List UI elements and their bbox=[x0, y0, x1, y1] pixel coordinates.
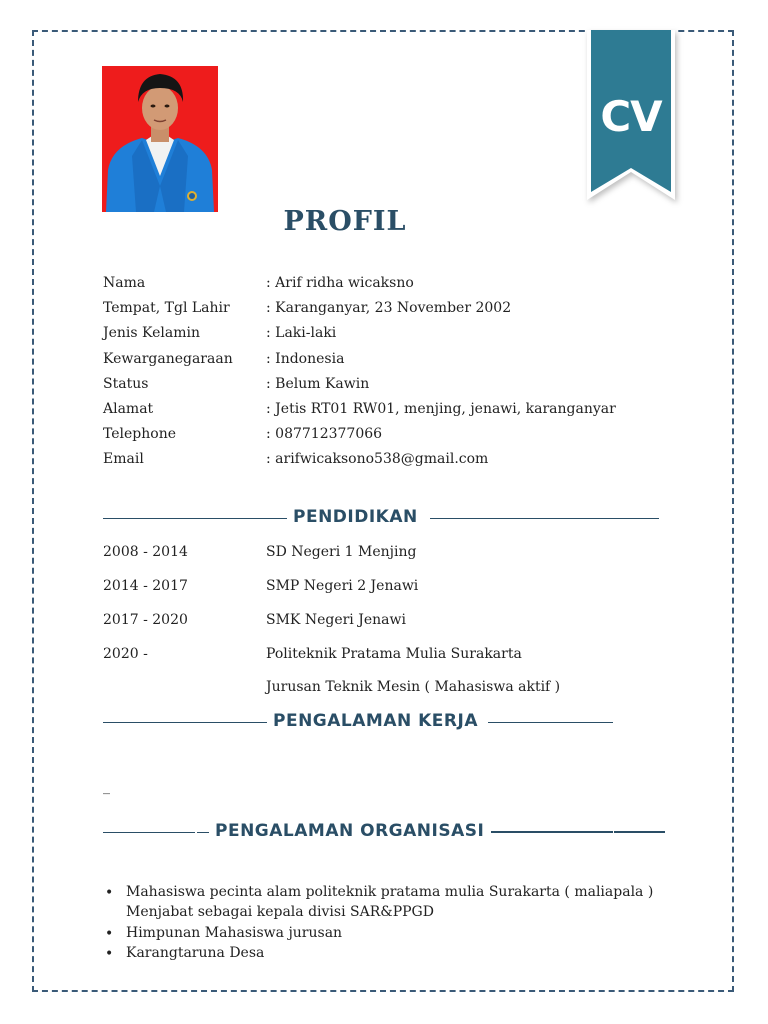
profile-title: PROFIL bbox=[283, 206, 407, 237]
education-school: Politeknik Pratama Mulia Surakarta bbox=[266, 646, 522, 662]
organization-item: Mahasiswa pecinta alam politeknik pratama mulia Surakarta ( maliapala ) bbox=[126, 884, 654, 900]
bullet-icon: • bbox=[105, 926, 114, 942]
profile-label-email: Email bbox=[103, 451, 144, 467]
education-school: SD Negeri 1 Menjing bbox=[266, 544, 417, 560]
profile-value-email: : arifwicaksono538@gmail.com bbox=[266, 451, 489, 467]
profile-label-phone: Telephone bbox=[103, 426, 177, 442]
divider-line bbox=[430, 518, 659, 519]
profile-label-address: Alamat bbox=[103, 401, 154, 417]
education-section-header bbox=[0, 507, 768, 531]
profile-value-nama: : Arif ridha wicaksno bbox=[266, 275, 414, 291]
profile-value-birth: : Karanganyar, 23 November 2002 bbox=[266, 300, 512, 316]
bullet-icon: • bbox=[105, 946, 114, 962]
profile-value-status: : Belum Kawin bbox=[266, 376, 370, 392]
bullet-icon: • bbox=[105, 885, 114, 901]
divider-line bbox=[103, 722, 267, 723]
education-period: 2017 - 2020 bbox=[103, 612, 188, 628]
divider-line bbox=[103, 832, 195, 833]
profile-label-nama: Nama bbox=[103, 275, 146, 291]
profile-label-nationality: Kewarganegaraan bbox=[103, 351, 233, 367]
profile-value-phone: : 087712377066 bbox=[266, 426, 383, 442]
profile-label-birth: Tempat, Tgl Lahir bbox=[103, 300, 230, 316]
profile-photo bbox=[102, 66, 218, 212]
profile-value-address: : Jetis RT01 RW01, menjing, jenawi, karanganyar bbox=[266, 401, 616, 417]
education-period: 2020 - bbox=[103, 646, 148, 662]
divider-line bbox=[491, 831, 613, 833]
work-placeholder: _ bbox=[103, 779, 110, 795]
organization-item: Himpunan Mahasiswa jurusan bbox=[126, 925, 343, 941]
work-section-header bbox=[0, 711, 768, 735]
divider-line bbox=[614, 831, 665, 833]
organization-section-header bbox=[0, 821, 768, 845]
profile-value-nationality: : Indonesia bbox=[266, 351, 345, 367]
education-school: SMP Negeri 2 Jenawi bbox=[266, 578, 419, 594]
education-title: PENDIDIKAN bbox=[293, 507, 418, 527]
work-title: PENGALAMAN KERJA bbox=[273, 711, 478, 731]
profile-value-gender: : Laki-laki bbox=[266, 325, 337, 341]
divider-line bbox=[103, 518, 287, 519]
profile-label-status: Status bbox=[103, 376, 149, 392]
divider-line bbox=[197, 832, 209, 833]
profile-label-gender: Jenis Kelamin bbox=[103, 325, 200, 341]
divider-line bbox=[488, 722, 613, 723]
organization-item: Karangtaruna Desa bbox=[126, 945, 265, 961]
education-school: SMK Negeri Jenawi bbox=[266, 612, 406, 628]
education-period: 2008 - 2014 bbox=[103, 544, 188, 560]
cv-label: CV bbox=[600, 92, 662, 141]
education-period: 2014 - 2017 bbox=[103, 578, 188, 594]
education-major: Jurusan Teknik Mesin ( Mahasiswa aktif ) bbox=[266, 679, 561, 695]
organization-item-detail: Menjabat sebagai kepala divisi SAR&PPGD bbox=[126, 904, 434, 920]
organization-title: PENGALAMAN ORGANISASI bbox=[215, 821, 485, 841]
